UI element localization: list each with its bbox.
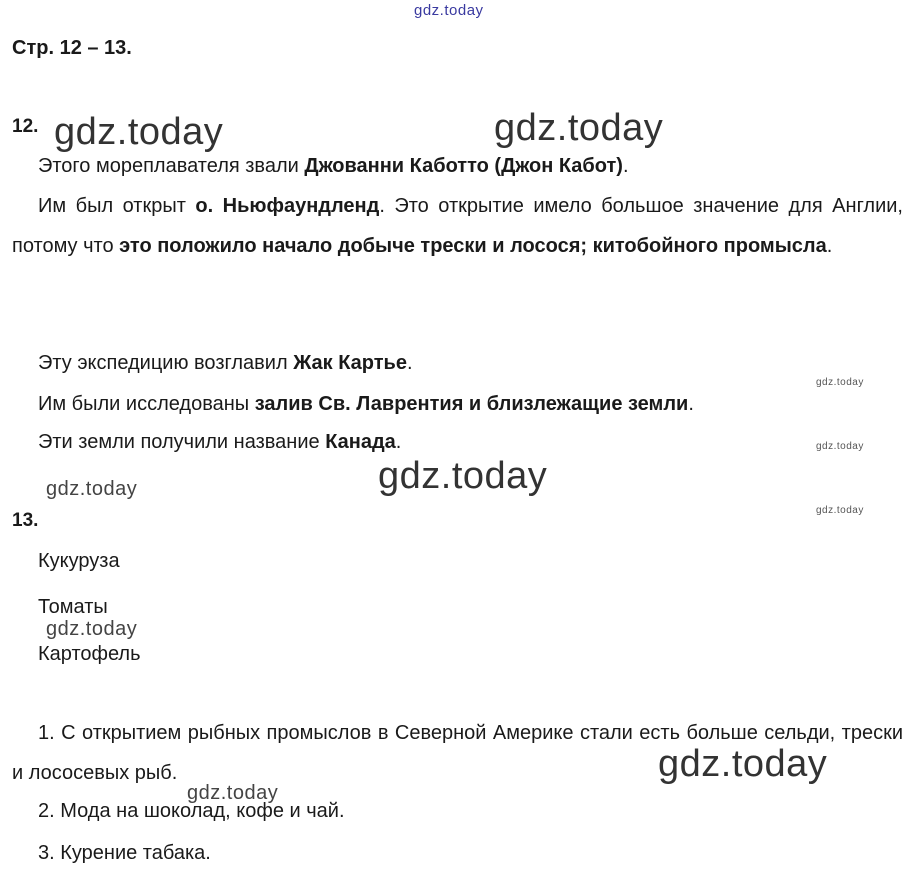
text-segment: . Это открытие имело большое значение для Англии, потому что [12, 195, 903, 257]
text-segment: . [826, 235, 833, 257]
watermark-small-2: gdz.today [816, 441, 864, 452]
bold-answer: Джованни Каботто (Джон Кабот) [304, 155, 623, 177]
text-segment: Этого мореплавателя звали [38, 155, 305, 177]
text-segment: . [406, 352, 413, 374]
text-segment: . [395, 431, 402, 453]
crop-item: Картофель [38, 643, 141, 665]
watermark-large-4: gdz.today [658, 743, 828, 785]
bold-answer: Канада [325, 431, 396, 453]
consequence-item-1: 1. С открытием рыбных промыслов в Северной Америке стали есть больше сельди, трески и лососевых рыб. [12, 722, 903, 784]
answer-land-name [38, 430, 401, 454]
bold-answer: залив Св. Лаврентия и близлежащие земли [254, 393, 689, 415]
answer-expedition-leader [38, 351, 413, 375]
watermark-large-3: gdz.today [378, 455, 548, 497]
task-13-number: 13. [12, 510, 39, 531]
watermark-large-1: gdz.today [54, 111, 224, 153]
bold-answer: это положило начало добыче трески и лосося; китобойного промысла [119, 235, 827, 257]
crop-item: Томаты [38, 596, 108, 618]
bold-answer: Жак Картье [293, 352, 407, 374]
bold-answer: о. Ньюфаундленд [195, 195, 380, 217]
page-reference: Стр. 12 – 13. [12, 37, 132, 59]
watermark-medium-2: gdz.today [46, 618, 138, 640]
text-segment: . [688, 393, 694, 415]
watermark-small-1: gdz.today [816, 377, 864, 388]
watermark-medium-3: gdz.today [187, 782, 279, 804]
watermark-small-3: gdz.today [816, 505, 864, 516]
text-segment: Эту экспедицию возглавил [38, 352, 294, 374]
answer-explored [38, 392, 694, 416]
text-segment: . [622, 155, 629, 177]
text-segment: Им были исследованы [38, 393, 255, 415]
watermark-large-2: gdz.today [494, 107, 664, 149]
consequence-item-3: 3. Курение табака. [38, 842, 211, 864]
answer-discovery [12, 186, 903, 266]
crop-item: Кукуруза [38, 550, 120, 572]
answer-navigator [38, 154, 629, 178]
task-12-number: 12. [12, 116, 39, 137]
text-segment: Эти земли получили название [38, 431, 326, 453]
text-segment: Им был открыт [38, 195, 196, 217]
consequence-item-2: 2. Мода на шоколад, кофе и чай. [38, 800, 345, 822]
watermark-medium-1: gdz.today [46, 478, 138, 500]
watermark-top: gdz.today [414, 2, 484, 19]
